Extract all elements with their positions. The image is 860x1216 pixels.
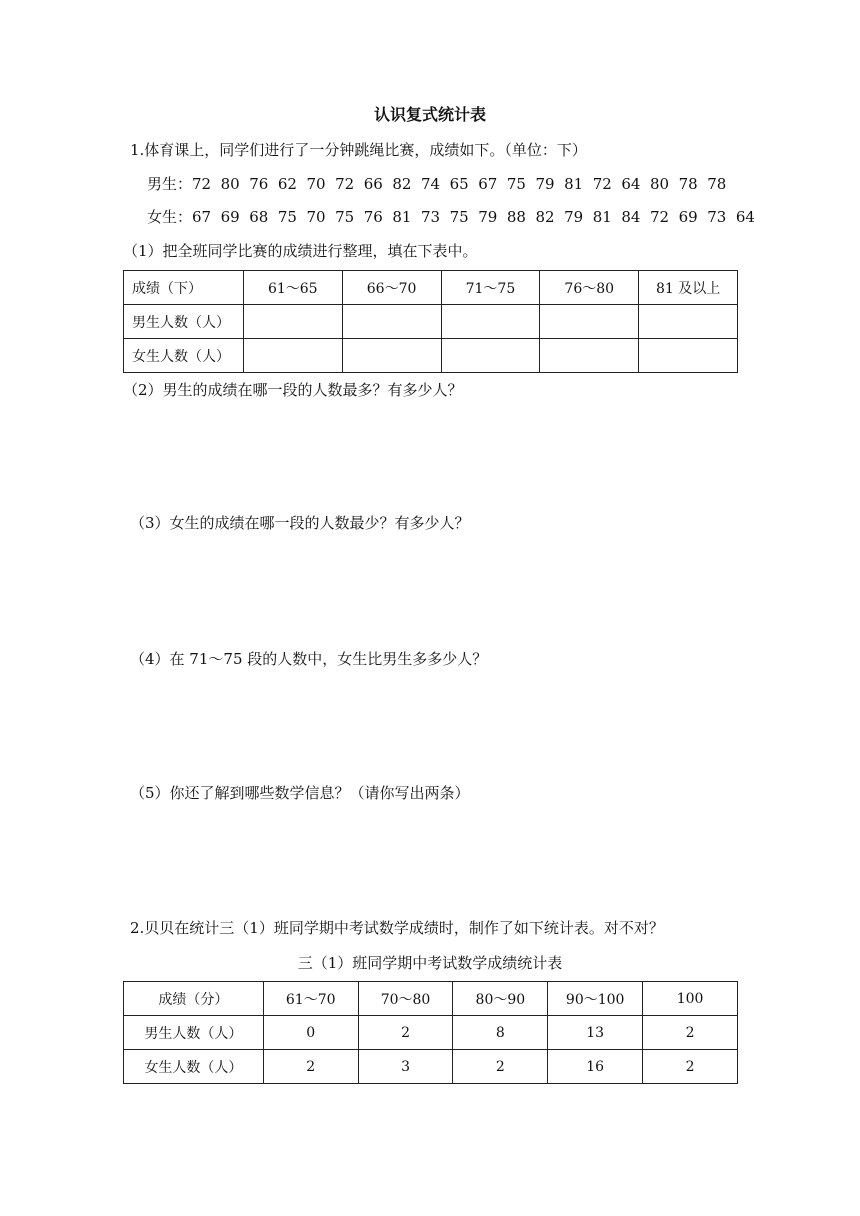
table-cell: 2 <box>358 1016 453 1050</box>
table-header-cell: 100 <box>643 982 738 1016</box>
answer-cell[interactable] <box>243 339 342 373</box>
answer-cell[interactable] <box>342 339 441 373</box>
q1-sub2: （2）男生的成绩在哪一段的人数最多？有多少人？ <box>123 381 463 399</box>
q1-sub4: （4）在 71～75 段的人数中，女生比男生多多少人？ <box>130 650 488 668</box>
table-header-row <box>124 982 738 1016</box>
table-header-cell: 81 及以上 <box>639 271 738 305</box>
q1-girls-scores: 女生：67 69 68 75 70 75 76 81 73 75 79 88 82 79 81 84 72 69 73 64 <box>147 208 755 226</box>
answer-cell[interactable] <box>639 305 738 339</box>
table-cell: 16 <box>548 1050 643 1084</box>
table-header-cell: 76～80 <box>540 271 639 305</box>
q2-stem: 2.贝贝在统计三（1）班同学期中考试数学成绩时，制作了如下统计表。对不对？ <box>130 919 664 937</box>
table-header-cell: 71～75 <box>441 271 540 305</box>
q1-boys-scores: 男生：72 80 76 62 70 72 66 82 74 65 67 75 79 81 72 64 80 78 78 <box>147 175 727 193</box>
table-cell: 0 <box>263 1016 358 1050</box>
table-header-cell: 成绩（分） <box>124 982 264 1016</box>
table-row <box>124 1050 738 1084</box>
answer-cell[interactable] <box>639 339 738 373</box>
page-title: 认识复式统计表 <box>373 105 486 124</box>
table-cell: 3 <box>358 1050 453 1084</box>
q1-tally-table <box>123 270 738 373</box>
table-header-cell: 66～70 <box>342 271 441 305</box>
table-header-cell: 80～90 <box>453 982 548 1016</box>
answer-cell[interactable] <box>441 305 540 339</box>
answer-cell[interactable] <box>342 305 441 339</box>
table-cell: 2 <box>643 1050 738 1084</box>
table-row <box>124 305 738 339</box>
q1-sub5: （5）你还了解到哪些数学信息？（请你写出两条） <box>130 784 470 802</box>
table-cell: 13 <box>548 1016 643 1050</box>
row-label-girls: 女生人数（人） <box>124 339 244 373</box>
table-header-cell: 70～80 <box>358 982 453 1016</box>
table-cell: 2 <box>263 1050 358 1084</box>
table-header-cell: 61～70 <box>263 982 358 1016</box>
table-row <box>124 1016 738 1050</box>
q2-table-caption: 三（1）班同学期中考试数学成绩统计表 <box>297 954 563 972</box>
q1-sub1: （1）把全班同学比赛的成绩进行整理，填在下表中。 <box>123 242 478 260</box>
table-cell: 2 <box>643 1016 738 1050</box>
table-cell: 女生人数（人） <box>124 1050 264 1084</box>
table-header-cell: 成绩（下） <box>124 271 244 305</box>
q1-sub3: （3）女生的成绩在哪一段的人数最少？有多少人？ <box>130 514 470 532</box>
answer-cell[interactable] <box>540 339 639 373</box>
q2-score-table <box>123 981 738 1084</box>
row-label-boys: 男生人数（人） <box>124 305 244 339</box>
table-cell: 男生人数（人） <box>124 1016 264 1050</box>
table-header-cell: 61～65 <box>243 271 342 305</box>
table-header-row <box>124 271 738 305</box>
table-row <box>124 339 738 373</box>
answer-cell[interactable] <box>540 305 639 339</box>
table-cell: 8 <box>453 1016 548 1050</box>
answer-cell[interactable] <box>243 305 342 339</box>
answer-cell[interactable] <box>441 339 540 373</box>
table-cell: 2 <box>453 1050 548 1084</box>
q1-stem: 1.体育课上，同学们进行了一分钟跳绳比赛，成绩如下。（单位：下） <box>130 141 587 159</box>
table-header-cell: 90～100 <box>548 982 643 1016</box>
